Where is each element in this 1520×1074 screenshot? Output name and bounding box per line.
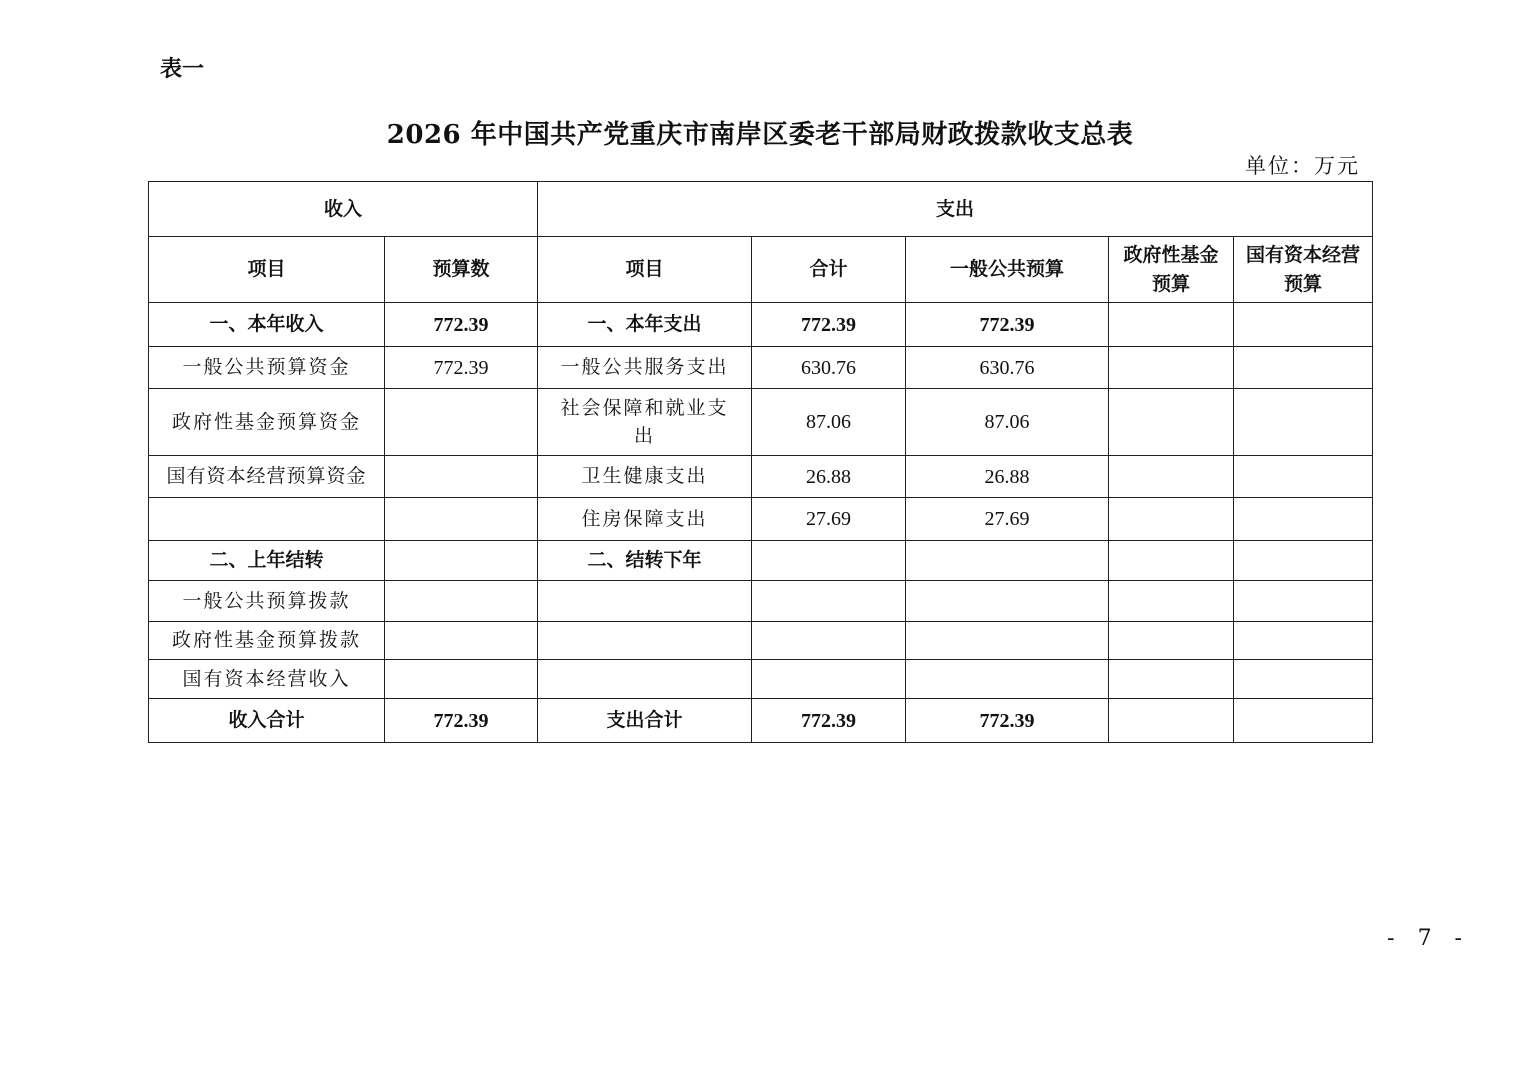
general-budget-cell: 772.39 [906,303,1109,347]
table-row [149,389,1373,456]
general-budget-cell [906,660,1109,699]
income-budget-cell [385,389,538,456]
col-state-capital-budget: 国有资本经营预算 [1234,237,1373,303]
income-budget-cell: 772.39 [385,347,538,389]
table-row [149,622,1373,660]
total-cell: 772.39 [752,699,906,743]
general-budget-cell: 26.88 [906,456,1109,498]
col-total: 合计 [752,237,906,303]
column-header-row [149,237,1373,303]
state-capital-cell [1234,498,1373,541]
col-general-budget: 一般公共预算 [906,237,1109,303]
income-item-cell: 一、本年收入 [149,303,385,347]
expense-item-cell [538,660,752,699]
table-row [149,498,1373,541]
total-cell [752,541,906,581]
state-capital-cell [1234,581,1373,622]
table-row [149,660,1373,699]
state-capital-cell [1234,347,1373,389]
income-item-cell: 二、上年结转 [149,541,385,581]
income-budget-cell [385,622,538,660]
income-item-cell: 政府性基金预算资金 [149,389,385,456]
gov-fund-cell [1109,389,1234,456]
income-group-header: 收入 [149,182,538,237]
total-cell: 772.39 [752,303,906,347]
expense-item-cell: 支出合计 [538,699,752,743]
total-cell: 630.76 [752,347,906,389]
table-row-totals [149,699,1373,743]
col-expense-item: 项目 [538,237,752,303]
table-row [149,347,1373,389]
col-income-item: 项目 [149,237,385,303]
income-budget-cell: 772.39 [385,303,538,347]
state-capital-cell [1234,541,1373,581]
general-budget-cell: 630.76 [906,347,1109,389]
gov-fund-cell [1109,498,1234,541]
state-capital-cell [1234,456,1373,498]
expense-item-cell: 一般公共服务支出 [538,347,752,389]
income-item-cell: 政府性基金预算拨款 [149,622,385,660]
table-row [149,541,1373,581]
gov-fund-cell [1109,456,1234,498]
income-budget-cell [385,498,538,541]
general-budget-cell: 87.06 [906,389,1109,456]
income-item-cell: 收入合计 [149,699,385,743]
table-label: 表一 [160,57,205,82]
page-title: 2026 年中国共产党重庆市南岸区委老干部局财政拨款收支总表 [386,120,1134,150]
income-budget-cell [385,660,538,699]
income-item-cell: 一般公共预算资金 [149,347,385,389]
col-gov-fund-budget: 政府性基金预算 [1109,237,1234,303]
total-cell: 26.88 [752,456,906,498]
expense-item-cell: 一、本年支出 [538,303,752,347]
income-item-cell: 一般公共预算拨款 [149,581,385,622]
general-budget-cell: 772.39 [906,699,1109,743]
general-budget-cell: 27.69 [906,498,1109,541]
income-item-cell: 国有资本经营收入 [149,660,385,699]
gov-fund-cell [1109,303,1234,347]
state-capital-cell [1234,660,1373,699]
unit-label: 单位：万元 [1245,154,1360,178]
state-capital-cell [1234,622,1373,660]
income-budget-cell: 772.39 [385,699,538,743]
state-capital-cell [1234,303,1373,347]
page-number: - 7 - [1387,926,1470,951]
state-capital-cell [1234,699,1373,743]
gov-fund-cell [1109,347,1234,389]
gov-fund-cell [1109,699,1234,743]
expense-item-cell [538,622,752,660]
expense-group-header: 支出 [538,182,1373,237]
table-row [149,456,1373,498]
general-budget-cell [906,622,1109,660]
expense-item-cell: 二、结转下年 [538,541,752,581]
total-cell: 27.69 [752,498,906,541]
gov-fund-cell [1109,622,1234,660]
state-capital-cell [1234,389,1373,456]
expense-item-cell: 卫生健康支出 [538,456,752,498]
expense-item-cell: 社会保障和就业支出 [538,389,752,456]
expense-item-cell: 住房保障支出 [538,498,752,541]
gov-fund-cell [1109,541,1234,581]
total-cell: 87.06 [752,389,906,456]
gov-fund-cell [1109,660,1234,699]
income-item-cell: 国有资本经营预算资金 [149,456,385,498]
income-budget-cell [385,581,538,622]
total-cell [752,660,906,699]
group-header-row [149,182,1373,237]
general-budget-cell [906,541,1109,581]
budget-summary-table [148,181,1373,743]
income-item-cell [149,498,385,541]
expense-item-cell [538,581,752,622]
income-budget-cell [385,541,538,581]
col-income-budget: 预算数 [385,237,538,303]
income-budget-cell [385,456,538,498]
gov-fund-cell [1109,581,1234,622]
table-row [149,303,1373,347]
total-cell [752,622,906,660]
total-cell [752,581,906,622]
general-budget-cell [906,581,1109,622]
table-row [149,581,1373,622]
